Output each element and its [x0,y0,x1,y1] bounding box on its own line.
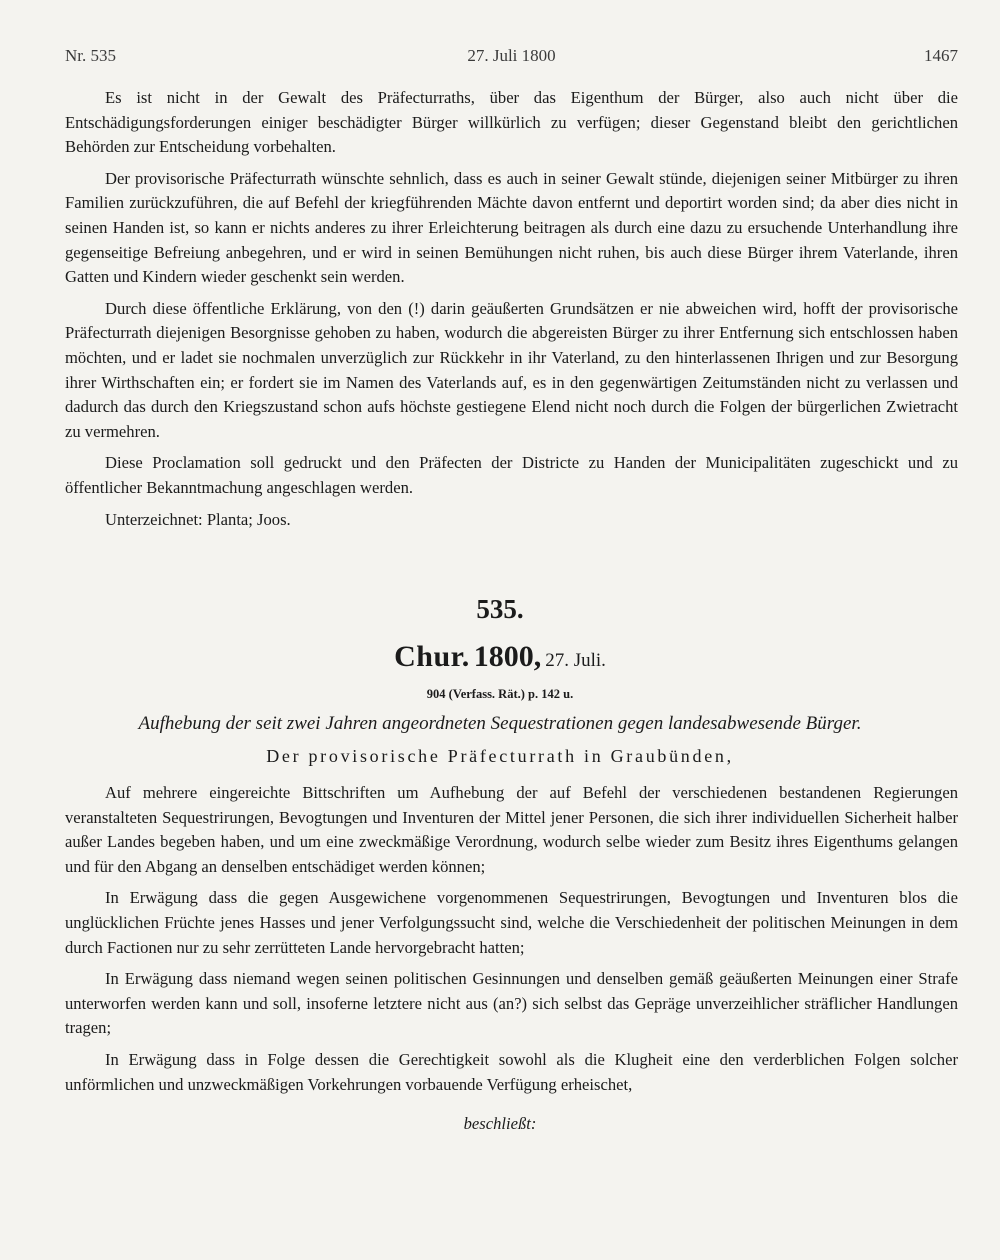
document-source: 904 (Verfass. Rät.) p. 142 u. [426,687,574,701]
header-date: 27. Juli 1800 [467,46,556,65]
document-body [65,781,958,1104]
body-paragraph-3: Durch diese öffentliche Erklärung, von den (!) darin geäußerten Grundsätzen er nie abweichen wird, hofft der provisorische Präfecturrath diejenigen Besorgnisse gehoben zu haben, wodurch die abgereisten Bürger zu ihrer Entfernung sich entschlossen haben möchten, und er ladet sie nochmalen unverzüglich zur Rückkehr in ihr Vaterland, zu den hinterlassenen Ihrigen und zur Besorgung ihrer Wirthschaften ein; er fordert sie im Namen des Vaterlands auf, es in den gegenwärtigen Zeitumständen nicht zu verlassen und dadurch das durch den Kriegszustand schon aufs höchste gestiegene Elend nicht noch durch die Folgen der bürgerlichen Zwietracht zu vermehren. [65,298,958,441]
document-place: Chur. [394,640,470,673]
document-paragraph-4: In Erwägung dass in Folge dessen die Gerechtigkeit sowohl als die Klugheit eine den verderblichen Folgen solcher unförmlichen und unzweckmäßigen Vorkehrungen vorbauende Verfügung erheischet, [65,1049,958,1094]
body-paragraph-2: Der provisorische Präfecturrath wünschte sehnlich, dass es auch in seiner Gewalt stünde, diejenigen seiner Mitbürger zu ihren Familien zurückzuführen, die auf Befehl der kriegführenden Mächte davon entfernt und deportirt worden sind; da aber dies nicht in seinen Handen ist, so kann er nichts anderes zu ihrer Erleichterung beitragen als durch eine dazu zu ersuchende Unterhandlung ihre gegenseitige Befreiung anbegehren, und er wird in seinen Bemühungen nicht ruhen, bis auch diese Bürger ihrem Vaterlande, ihren Gatten und Kindern wieder geschenkt sein werden. [65,168,958,287]
document-paragraph-3: In Erwägung dass niemand wegen seinen politischen Gesinnungen und denselben gemäß geäußerten Meinungen einer Strafe unterworfen werden kann und soll, insoferne letztere nicht aus (an?) sich selbst das Gepräge unverzeihlicher sträflicher Handlungen tragen; [65,969,958,1038]
page-header [65,46,958,68]
header-page-number: 1467 [924,46,958,65]
document-paragraph-2: In Erwägung dass die gegen Ausgewichene vorgenommenen Sequestrirungen, Bevogtungen und Inventuren blos die unglücklichen Früchte jenes Hasses und jener Verfolgungssucht sind, welche die Verschiedenheit der politischen Meinungen in dem durch Factionen nur zu sehr zerrütteten Lande hervorgebracht hatten; [65,888,958,957]
previous-document-body [65,86,958,532]
document-decides: beschließt: [463,1114,537,1133]
document-date: 27. Juli. [545,650,606,671]
body-paragraph-4: Diese Proclamation soll gedruckt und den Präfecten der Districte zu Handen der Municipalitäten zugeschickt und zu öffentlicher Bekanntmachung angeschlagen werden. [65,453,958,497]
document-year: 1800, [473,640,542,673]
body-paragraph-1: Es ist nicht in der Gewalt des Präfecturraths, über das Eigenthum der Bürger, also auch nicht über die Entschädigungsforderungen einiger beschädigter Bürger willkürlich zu verfügen; dieser Gegenstand bleibt den gerichtlichen Behörden zur Entscheidung vorbehalten. [65,88,958,157]
document-paragraph-1: Auf mehrere eingereichte Bittschriften um Aufhebung der auf Befehl der verschiedenen bestandenen Regierungen veranstalteten Sequestrirungen, Bevogtungen und Inventuren der Mittel jener Personen, die sich ihrer individuellen Sicherheit halber außer Landes begeben haben, und um eine zweckmäßige Verordnung, wodurch selbe wieder zum Besitz ihres Eigenthums gelangen und für den Abgang an denselben entschädiget werden können; [65,783,958,876]
signature-line: Unterzeichnet: Planta; Joos. [105,509,291,529]
header-doc-number: Nr. 535 [65,46,116,65]
document-subject: Aufhebung der seit zwei Jahren angeordneten Sequestrationen gegen landesabwesende Bürger. [138,713,862,734]
document-place-date [0,640,1000,674]
document-authority: Der provisorische Präfecturrath in Graubünden, [266,746,734,766]
document-number: 535. [476,594,524,624]
